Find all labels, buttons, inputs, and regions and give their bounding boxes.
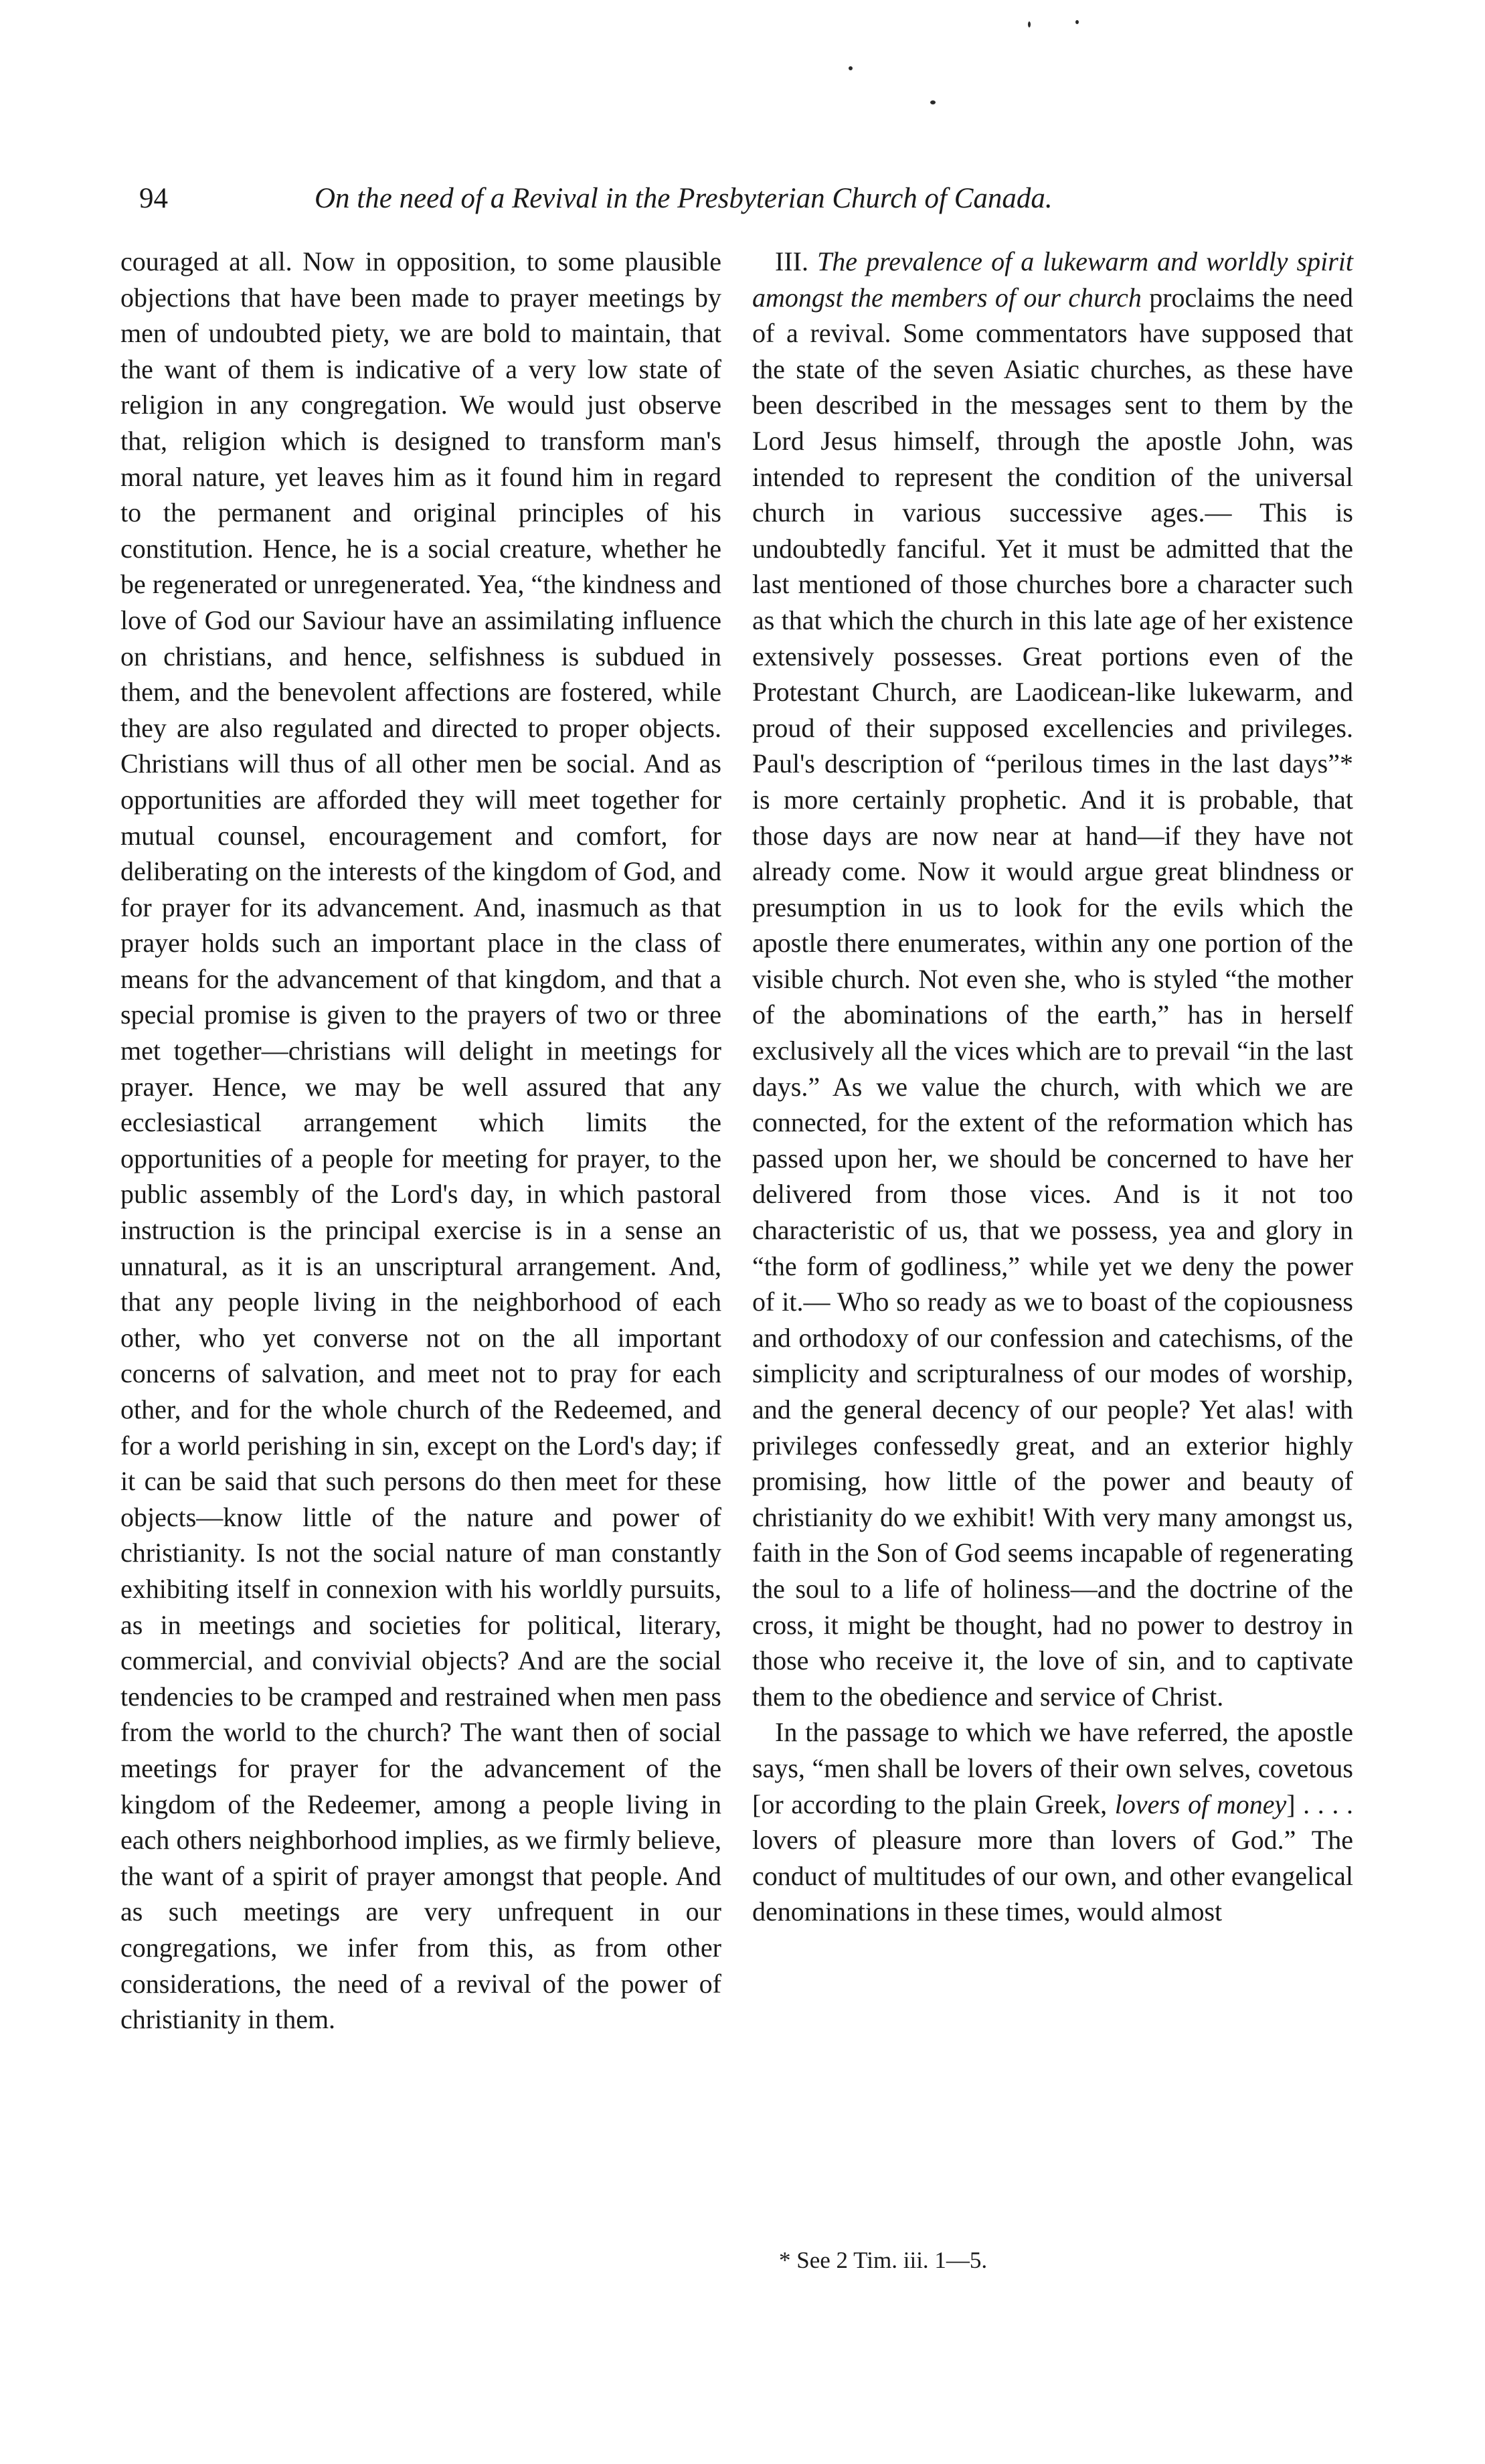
ink-speck [930, 100, 936, 104]
page-number: 94 [139, 183, 168, 214]
ink-speck [1028, 21, 1031, 27]
ink-speck [849, 66, 853, 70]
ink-speck [1075, 20, 1079, 24]
passage-text-end: ] . . . . lovers of pleasure more than lovers of God.” The conduct of multitudes of our own, and other evangelical denominations in these times, would almost [752, 1789, 1354, 1927]
page-header [139, 182, 1350, 216]
passage-paragraph [752, 1714, 1353, 1930]
footnote: * See 2 Tim. iii. 1—5. [779, 2247, 988, 2273]
left-column [120, 244, 721, 2038]
left-paragraph: couraged at all. Now in opposition, to some plausible objections that have been made to prayer meetings by men of undoubted piety, we are bold to maintain, that the want of them is indicative of a very low state of religion in any congregation. We would just observe that, religion which is designed to transform man's moral nature, yet leaves him as it found him in regard to the permanent and original principles of his constitution. Hence, he is a social creature, whether he be regenerated or unregenerated. Yea, “the kindness and love of God our Saviour have an assimilating influence on christians, and hence, selfishness is subdued in them, and the benevolent affections are fostered, while they are also regulated and directed to proper objects. Christians will thus of all other men be social. And as opportunities are afforded they will meet together for mutual counsel, encouragement and comfort, for deliberating on the interests of the kingdom of God, and for prayer for its advancement. And, inasmuch as that prayer holds such an important place in the class of means for the advancement of that kingdom, and that a special promise is given to the prayers of two or three met together—christians will delight in meetings for prayer. Hence, we may be well assured that any ecclesiastical arrangement which limits the opportunities of a people for meeting for prayer, to the public assembly of the Lord's day, in which pastoral instruction is the principal exercise is in a sense an unnatural, as it is an unscriptural arrangement. And, that any people living in the neighborhood of each other, who yet converse not on the all important concerns of salvation, and meet not to pray for each other, and for the whole church of the Redeemed, and for a world perishing in sin, except on the Lord's day; if it can be said that such persons do then meet for these objects—know little of the nature and power of christianity. Is not the social nature of man constantly exhibiting itself in connexion with his worldly pursuits, as in meetings and societies for political, literary, commercial, and convivial objects? And are the social tendencies to be cramped and restrained when men pass from the world to the church? The want then of social meetings for prayer for the advancement of the kingdom of the Redeemer, among a people living in each others neighborhood implies, as we firmly believe, the want of a spirit of prayer amongst that people. And as such meetings are very unfrequent in our congregations, we infer from this, as from other considerations, the need of a revival of the power of christianity in them. [120, 246, 721, 2035]
running-title: On the need of a Revival in the Presbyterian Church of Canada. [315, 183, 1053, 214]
passage-text-start: In the passage to which we have referred, the apostle says, “men shall be lovers of their own selves, covetous [or according to the plain Greek, [752, 1717, 1353, 1819]
right-column [752, 244, 1353, 1930]
section-number: III. [775, 246, 808, 276]
section-three-paragraph [752, 244, 1353, 1714]
section-body: proclaims the need of a revival. Some commentators have supposed that the state of the seven Asiatic churches, as these have been described in the messages sent to them by the Lord Jesus himself, through the apostle John, was intended to represent the condition of the universal church in various successive ages.— This is undoubtedly fanciful. Yet it must be admitted that the last mentioned of those churches bore a character such as that which the church in this late age of her existence extensively possesses. Great portions even of the Protestant Church, are Laodicean-like lukewarm, and proud of their supposed excellencies and privileges. Paul's description of “perilous times in the last days”* is more certainly prophetic. And it is probable, that those days are now near at hand—if they have not already come. Now it would argue great blindness or presumption in us to look for the evils which the apostle there enumerates, within any one portion of the visible church. Not even she, who is styled “the mother of the abominations of the earth,” has in herself exclusively all the vices which are to prevail “in the last days.” As we value the church, with which we are connected, for the extent of the reformation which has passed upon her, we should be concerned to have her delivered from those vices. And is it not too characteristic of us, that we possess, yea and glory in “the form of godliness,” while yet we deny the power of it.— Who so ready as we to boast of the copiousness and orthodoxy of our confession and catechisms, of the simplicity and scripturalness of our modes of worship, and the general decency of our people? Yet alas! with privileges confessedly great, and an exterior highly promising, how little of the power and beauty of christianity do we exhibit! With very many amongst us, faith in the Son of God seems incapable of regenerating the soul to a life of holiness—and the doctrine of the cross, it might be thought, had no power to destroy in those who receive it, the love of sin, and to captivate them to the obedience and service of Christ. [752, 282, 1354, 1712]
passage-italic: lovers of money [1114, 1789, 1287, 1819]
section-heading: The prevalence of a lukewarm and worldly spirit amongst the members of our church [752, 246, 1353, 313]
